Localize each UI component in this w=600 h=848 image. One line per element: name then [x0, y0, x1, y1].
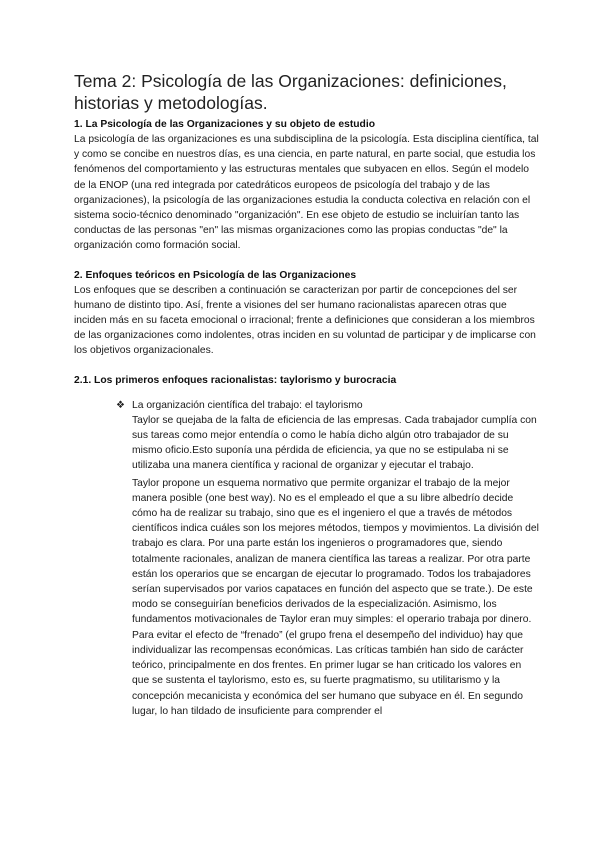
section-body-1: La psicología de las organizaciones es una subdisciplina de la psicología. Esta disciplina científica, tal y como se concibe en nuestros días, es una ciencia, en parte natural, en parte social, que estudia los fenómenos del comportamiento y las estructuras mentales que subyacen en ellos. Según el modelo de la ENOP (una red integrada por catedráticos europeos de psicología del trabajo y de las organizaciones), la psicología de las organizaciones estudia la conducta colectiva en relación con el sistema socio-técnico denominado "organización". En ese objeto de estudio se incluirían tanto las conductas de las personas "en" las mismas organizaciones como las propias conductas "de" la organización como formación social. — [74, 134, 539, 252]
section-heading-1: 1. La Psicología de las Organizaciones y su objeto de estudio — [74, 119, 375, 130]
section-heading-2: 2. Enfoques teóricos en Psicología de las Organizaciones — [74, 269, 357, 281]
list-item-paragraph-1: Taylor se quejaba de la falta de eficiencia de las empresas. Cada trabajador cumplía con sus tareas como mejor entendía o como le había dicho algún otro trabajador de su mismo oficio.Esto suponía una pérdida de eficiencia, ya que no se estipulaba ni se utilizaba una manera científica y racional de organizar y ejecutar el trabajo. — [132, 414, 537, 472]
document-title: Tema 2: Psicología de las Organizaciones: definiciones, historias y metodologías. — [74, 71, 507, 113]
section-body-2: Los enfoques que se describen a continuación se caracterizan por partir de concepciones del ser humano de distinto tipo. Así, frente a visiones del ser humano racionalistas aparecen otras que inciden más en su faceta emocional o irracional; frente a definiciones que consideran a los miembros de las organizaciones como indolentes, otras inciden en su voluntad de participar y de implicarse con los objetivos organizacionales. — [74, 284, 536, 357]
list-item-title: La organización científica del trabajo: el taylorismo — [132, 399, 363, 411]
list-item-paragraph-2: Taylor propone un esquema normativo que permite organizar el trabajo de la mejor manera posible (one best way). No es el empleado el que a su libre albedrío decide cómo ha de realizar su trabajo, sino que es el ingeniero el que a través de métodos científicos indica cuáles son los mejores métodos, tiempos y movimientos. La división del trabajo es clara. Por una parte están los ingenieros o programadores que, siendo totalmente racionales, analizan de manera científica las tareas a realizar. Por otra parte están los operarios que se encargan de ejecutar lo programado. Todos los trabajadores serían supervisados por varios capataces en función del aspecto que se trate.). De este modo se conseguirían beneficios derivados de la especialización. Asimismo, los fundamentos motivacionales de Taylor eran muy simples: el operario trabaja por dinero. Para evitar el efecto de “frenado” (el grupo frena el desempeño del individuo) hay que individualizar las recompensas económicas. Las críticas también han sido de carácter teórico, principalmente en dos frentes. En primer lugar se han criticado los valores en que se sustenta el taylorismo, esto es, su fuerte pragmatismo, su utilitarismo y la concepción mecanicista y económica del ser humano que subyace en él. En segundo lugar, lo han tildado de insuficiente para comprender el — [132, 477, 539, 717]
diamond-bullet-icon: ❖ — [116, 399, 125, 411]
list-item — [116, 398, 540, 719]
section-heading-2-1: 2.1. Los primeros enfoques racionalistas: taylorismo y burocracia — [74, 374, 397, 386]
bullet-list — [74, 398, 540, 719]
